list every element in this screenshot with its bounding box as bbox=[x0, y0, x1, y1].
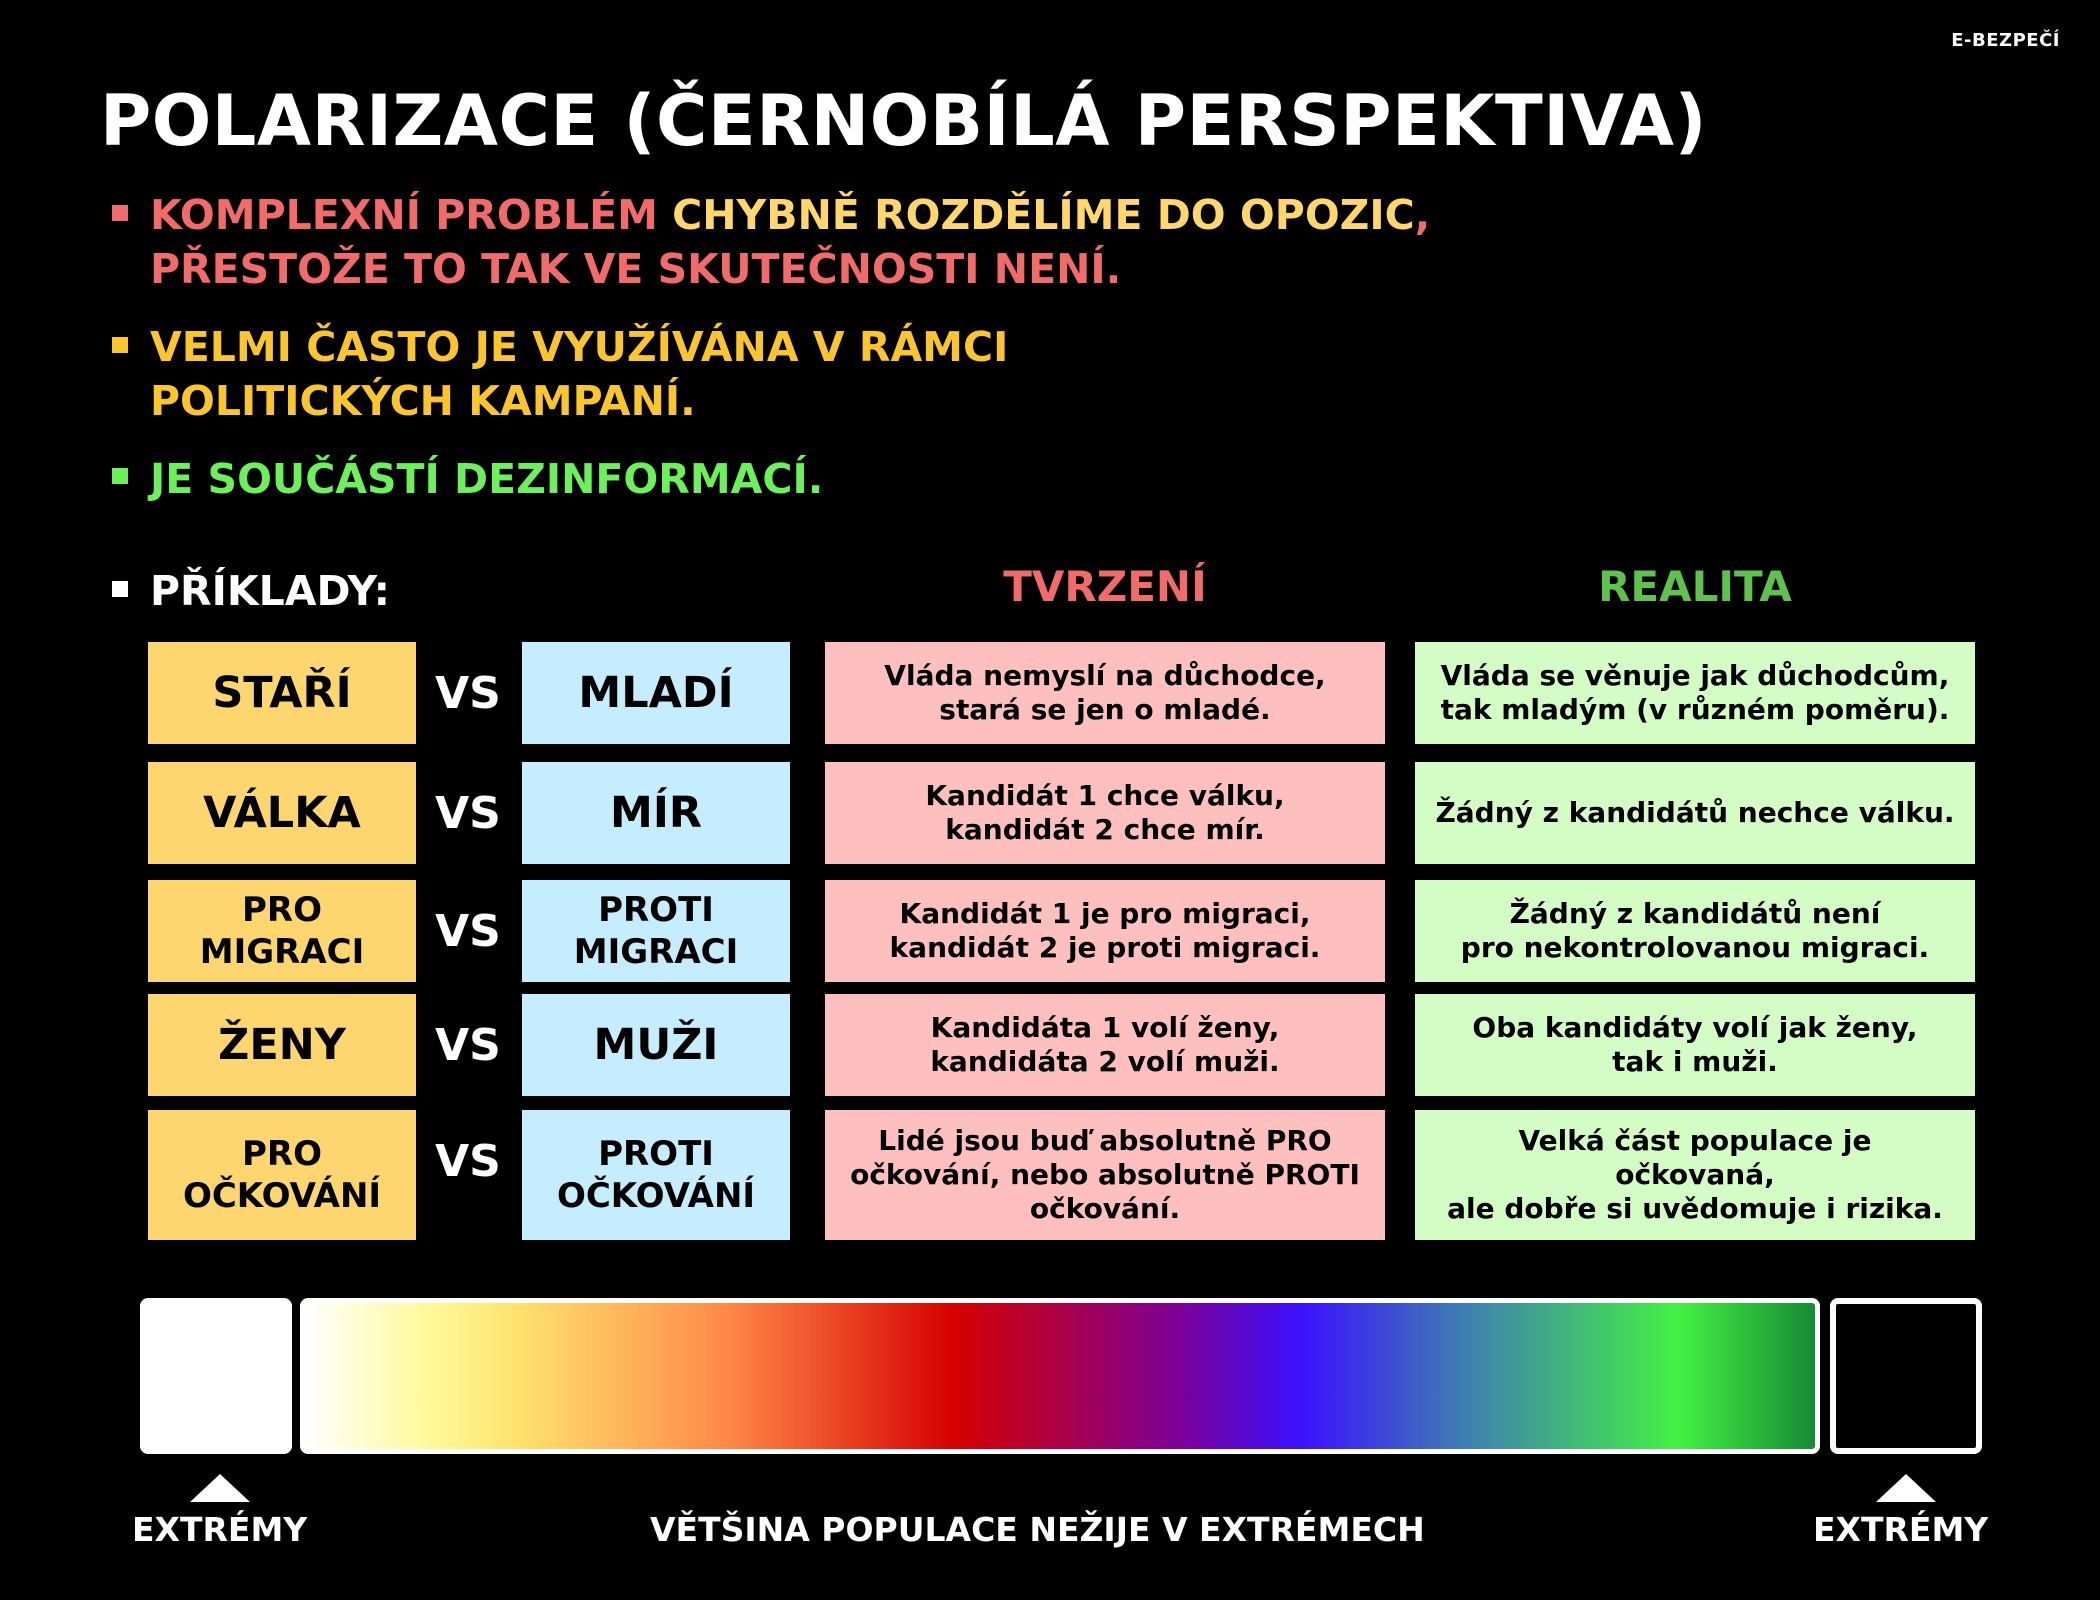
table-row-left: PRO MIGRACI bbox=[148, 880, 416, 982]
bullet-marker bbox=[112, 205, 128, 221]
bullet-marker bbox=[112, 337, 128, 353]
table-row-left: STAŘÍ bbox=[148, 642, 416, 744]
claim-cell: Vláda nemyslí na důchodce, stará se jen o mladé. bbox=[825, 642, 1385, 744]
examples-label: PŘÍKLADY: bbox=[150, 567, 391, 615]
reality-cell: Žádný z kandidátů nechce válku. bbox=[1415, 762, 1975, 864]
bullet-text-line1: VELMI ČASTO JE VYUŽÍVÁNA V RÁMCI bbox=[150, 323, 1009, 371]
reality-cell: Vláda se věnuje jak důchodcům, tak mladým (v různém poměru). bbox=[1415, 642, 1975, 744]
bullet-text-line2: PŘESTOŽE TO TAK VE SKUTEČNOSTI NENÍ. bbox=[150, 245, 1122, 293]
vs-label: VS bbox=[435, 1020, 501, 1071]
table-row-right: MLADÍ bbox=[522, 642, 790, 744]
opinion-spectrum-bar bbox=[300, 1298, 1820, 1454]
arrow-up-icon bbox=[1876, 1474, 1936, 1502]
bullet-text-red: KOMPLEXNÍ PROBLÉM bbox=[150, 191, 673, 239]
table-row-right: PROTI MIGRACI bbox=[522, 880, 790, 982]
bullet-marker bbox=[112, 468, 128, 484]
table-row-right: PROTI OČKOVÁNÍ bbox=[522, 1110, 790, 1240]
table-row-left: ŽENY bbox=[148, 994, 416, 1096]
table-row-right: MUŽI bbox=[522, 994, 790, 1096]
extreme-white-box bbox=[140, 1298, 292, 1454]
reality-cell: Oba kandidáty volí jak ženy, tak i muži. bbox=[1415, 994, 1975, 1096]
footer-extremes-right: EXTRÉMY bbox=[1813, 1510, 1989, 1549]
bullet-text-yellow: CHYBNĚ ROZDĚLÍME DO OPOZIC bbox=[672, 191, 1415, 239]
footer-majority-caption: VĚTŠINA POPULACE NEŽIJE V EXTRÉMECH bbox=[650, 1510, 1425, 1549]
table-row-left: PRO OČKOVÁNÍ bbox=[148, 1110, 416, 1240]
footer-extremes-left: EXTRÉMY bbox=[132, 1510, 308, 1549]
reality-cell: Velká část populace je očkovaná, ale dobře si uvědomuje i rizika. bbox=[1415, 1110, 1975, 1240]
claim-cell: Kandidát 1 chce válku, kandidát 2 chce mír. bbox=[825, 762, 1385, 864]
vs-label: VS bbox=[435, 1136, 501, 1187]
bullet-disinformation: JE SOUČÁSTÍ DEZINFORMACÍ. bbox=[150, 455, 824, 503]
vs-label: VS bbox=[435, 788, 501, 839]
bullet-complex-problem bbox=[150, 188, 1430, 296]
bullet-political-campaigns bbox=[150, 320, 1008, 428]
claim-cell: Kandidáta 1 volí ženy, kandidáta 2 volí muži. bbox=[825, 994, 1385, 1096]
bullet-text-comma: , bbox=[1414, 191, 1431, 239]
header-reality: REALITA bbox=[1598, 562, 1792, 611]
table-row-left: VÁLKA bbox=[148, 762, 416, 864]
table-row-right: MÍR bbox=[522, 762, 790, 864]
claim-cell: Lidé jsou buď absolutně PRO očkování, nebo absolutně PROTI očkování. bbox=[825, 1110, 1385, 1240]
reality-cell: Žádný z kandidátů není pro nekontrolovanou migraci. bbox=[1415, 880, 1975, 982]
brand-label: E-BEZPEČÍ bbox=[1951, 30, 2060, 51]
vs-label: VS bbox=[435, 906, 501, 957]
header-claim: TVRZENÍ bbox=[1003, 562, 1207, 611]
claim-cell: Kandidát 1 je pro migraci, kandidát 2 je proti migraci. bbox=[825, 880, 1385, 982]
vs-label: VS bbox=[435, 668, 501, 719]
arrow-up-icon bbox=[190, 1474, 250, 1502]
extreme-black-box bbox=[1830, 1298, 1982, 1454]
page-title: POLARIZACE (ČERNOBÍLÁ PERSPEKTIVA) bbox=[100, 80, 1707, 162]
bullet-text-line2: POLITICKÝCH KAMPANÍ. bbox=[150, 377, 696, 425]
bullet-marker bbox=[112, 581, 128, 597]
